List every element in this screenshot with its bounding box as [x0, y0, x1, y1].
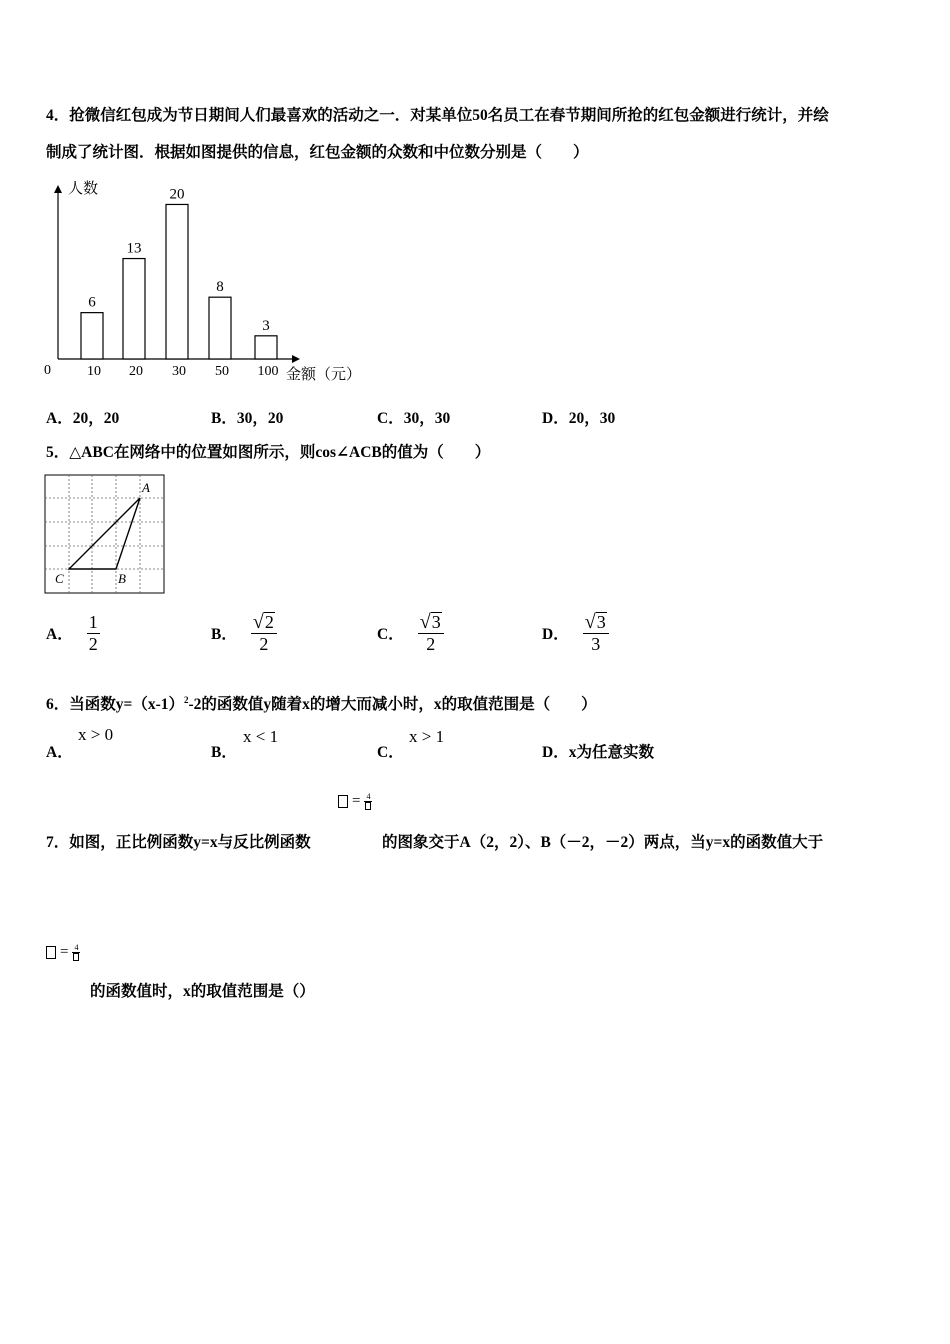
label-b: B	[118, 571, 126, 586]
q6-text: 6．当函数$y=(x-1)^2-2$的函数值y随着x的增大而减小时，x的取值范围是（ ）	[46, 694, 597, 713]
bar-value-label: 6	[88, 294, 96, 311]
q5-option-b[interactable]: B． √ 2 2	[211, 612, 277, 654]
q4-option-a[interactable]: A．20，20	[46, 410, 120, 427]
q6-option-b-value: x < 1	[243, 727, 279, 746]
triangle-grid-figure	[44, 474, 166, 595]
bar-100	[255, 336, 277, 359]
bar-chart	[40, 175, 380, 390]
y-axis-label: 人数	[68, 181, 99, 197]
triangle-abc	[69, 498, 140, 569]
x-axis-label: 金额（元）	[286, 367, 362, 383]
q7-text-a: 7．如图，正比例函数y=x与反比例函数	[46, 834, 311, 851]
bar-10	[81, 313, 103, 359]
bar-50	[209, 297, 231, 359]
x-tick-label: 10	[87, 364, 101, 379]
q6-option-d[interactable]: D．x为任意实数	[542, 744, 654, 761]
origin-label: 0	[44, 363, 51, 378]
q6-option-c[interactable]: C．	[377, 744, 404, 761]
x-tick-label: 100	[257, 364, 279, 379]
bar-value-label: 8	[216, 279, 224, 296]
q4-option-c[interactable]: C．30，30	[377, 410, 451, 427]
x-tick-label: 20	[129, 364, 143, 379]
q5-text: 5．△ABC在网络中的位置如图所示，则cos∠ACB的值为（ ）	[46, 444, 491, 461]
q4-line2: 制成了统计图．根据如图提供的信息，红包金额的众数和中位数分别是（ ）	[46, 144, 589, 161]
q7-formula-top: = 4	[338, 793, 372, 810]
label-a: A	[142, 480, 150, 495]
q4-option-b[interactable]: B．30，20	[211, 410, 284, 427]
q6-option-b[interactable]: B．	[211, 744, 237, 761]
q6-option-a-value: x > 0	[78, 725, 114, 744]
q6-option-a[interactable]: A．	[46, 744, 73, 761]
q6-option-c-value: x > 1	[409, 727, 445, 746]
bar-value-label: 13	[126, 240, 142, 257]
x-tick-label: 50	[215, 364, 229, 379]
label-c: C	[55, 571, 64, 586]
q7-formula-bottom: = 4	[46, 944, 80, 961]
missing-glyph-icon	[338, 795, 348, 808]
q5-option-c[interactable]: C． √ 3 2	[377, 612, 444, 654]
q5-option-d[interactable]: D． √ 3 3	[542, 612, 609, 654]
x-tick-label: 30	[172, 364, 186, 379]
q7-text-c: 的函数值时，x的取值范围是（）	[90, 983, 315, 1000]
q7-text-b: 的图象交于A（2，2）、B（－2，－2）两点，当y=x的函数值大于	[382, 834, 824, 851]
bar-value-label: 20	[169, 186, 185, 203]
missing-glyph-icon	[46, 946, 56, 959]
q4-line1: 4．抢微信红包成为节日期间人们最喜欢的活动之一．对某单位50名员工在春节期间所抢的红包金额进行统计，并绘	[46, 107, 829, 124]
q4-option-d[interactable]: D．20，30	[542, 410, 616, 427]
bar-value-label: 3	[262, 317, 270, 334]
x-axis-arrow	[292, 355, 300, 363]
y-axis-arrow	[54, 185, 62, 193]
q5-option-a[interactable]: A． $\frac{1}{2}$	[46, 612, 98, 654]
bar-20	[123, 259, 145, 359]
bar-30	[166, 204, 188, 359]
